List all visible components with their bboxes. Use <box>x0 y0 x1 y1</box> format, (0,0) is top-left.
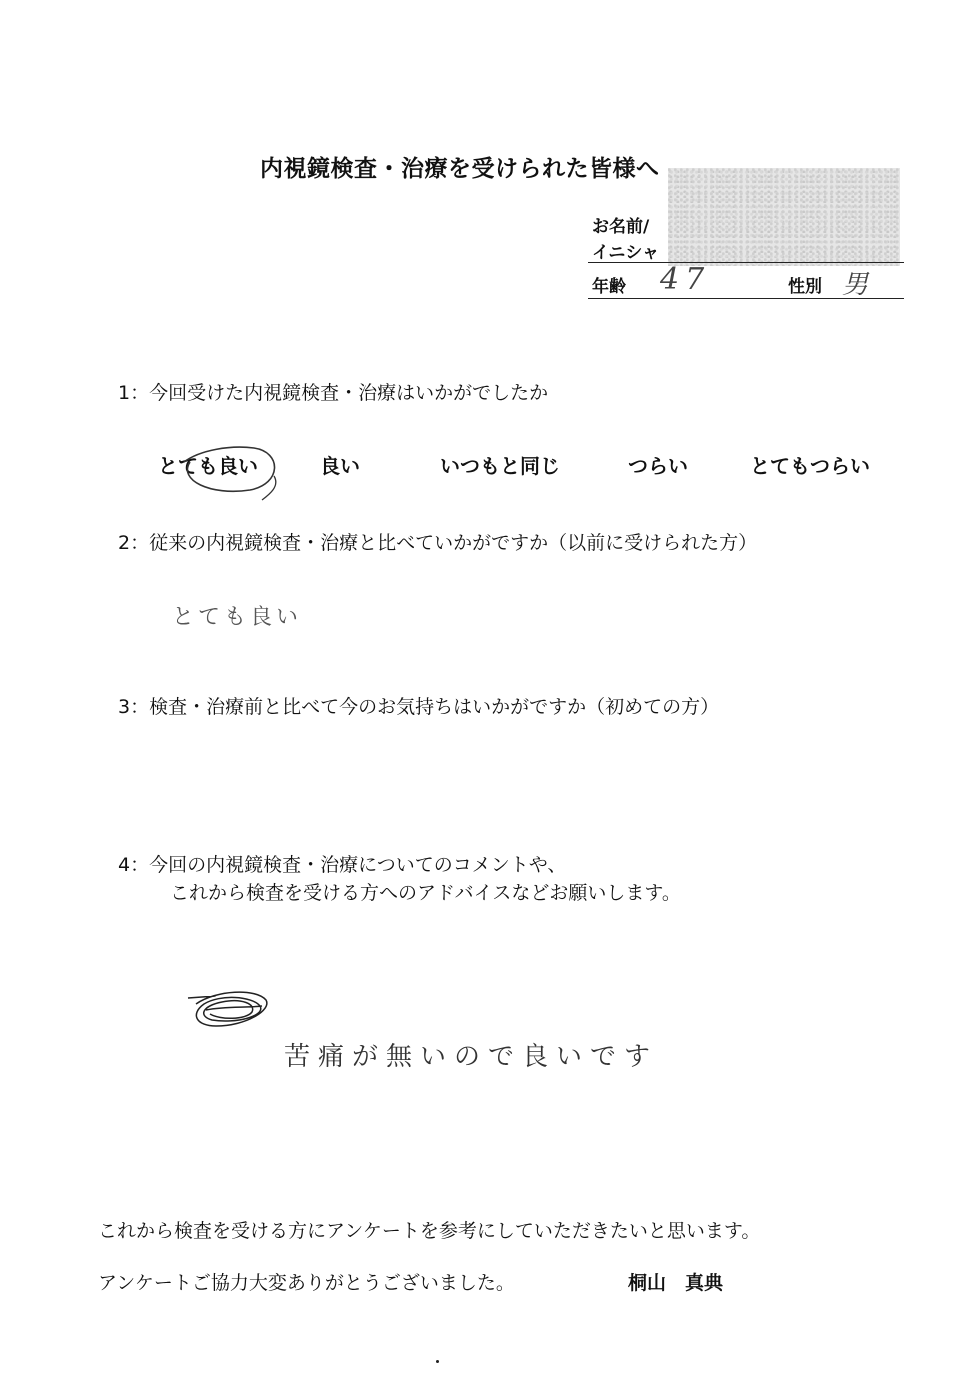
selection-circle-mark <box>170 432 290 504</box>
gender-label: 性別 <box>788 277 822 297</box>
question-4-line2: これから検査を受ける方へのアドバイスなどお願いします。 <box>170 882 681 904</box>
footer-line2: アンケートご協力大変ありがとうございました。 <box>98 1272 515 1294</box>
question-number: 4： <box>118 854 150 876</box>
question-4 <box>118 850 566 877</box>
question-text: 検査・治療前と比べて今のお気持ちはいかがですか（初めての方） <box>149 696 720 718</box>
option-very-hard: とてもつらい <box>750 454 870 478</box>
question-number: 1： <box>118 382 150 404</box>
scribble-mark <box>186 986 276 1036</box>
question-text: 今回の内視鏡検査・治療についてのコメントや、 <box>149 854 567 876</box>
age-gender-underline <box>588 298 904 299</box>
name-label-line1: お名前/ <box>592 217 650 237</box>
question-number: 3： <box>118 696 150 718</box>
name-underline <box>588 262 904 263</box>
name-label-line2: イニシャ <box>592 243 659 263</box>
question-number: 2： <box>118 532 150 554</box>
option-hard: つらい <box>628 454 688 478</box>
option-same: いつもと同じ <box>440 454 560 478</box>
gender-value: 男 <box>842 270 869 300</box>
question-text: 今回受けた内視鏡検査・治療はいかがでしたか <box>149 382 549 404</box>
scan-speck <box>436 1360 439 1363</box>
option-very-good: とても良い <box>158 454 258 478</box>
question-text: 従来の内視鏡検査・治療と比べていかがですか（以前に受けられた方） <box>149 532 758 554</box>
age-label: 年齢 <box>592 277 626 297</box>
footer-line1: これから検査を受ける方にアンケートを参考にしていただきたいと思います。 <box>98 1220 761 1242</box>
question-1 <box>118 378 548 405</box>
page-title: 内視鏡検査・治療を受けられた皆様へ <box>260 156 660 182</box>
answer-q2-handwritten: とても良い <box>172 605 303 630</box>
signature: 桐山 真典 <box>628 1272 724 1294</box>
question-3 <box>118 692 719 719</box>
redacted-name-mask <box>668 168 900 266</box>
question-2 <box>118 528 757 555</box>
option-good: 良い <box>320 454 360 478</box>
age-value: 47 <box>660 262 711 297</box>
answer-q4-handwritten: 苦痛が無いので良いです <box>284 1042 659 1072</box>
